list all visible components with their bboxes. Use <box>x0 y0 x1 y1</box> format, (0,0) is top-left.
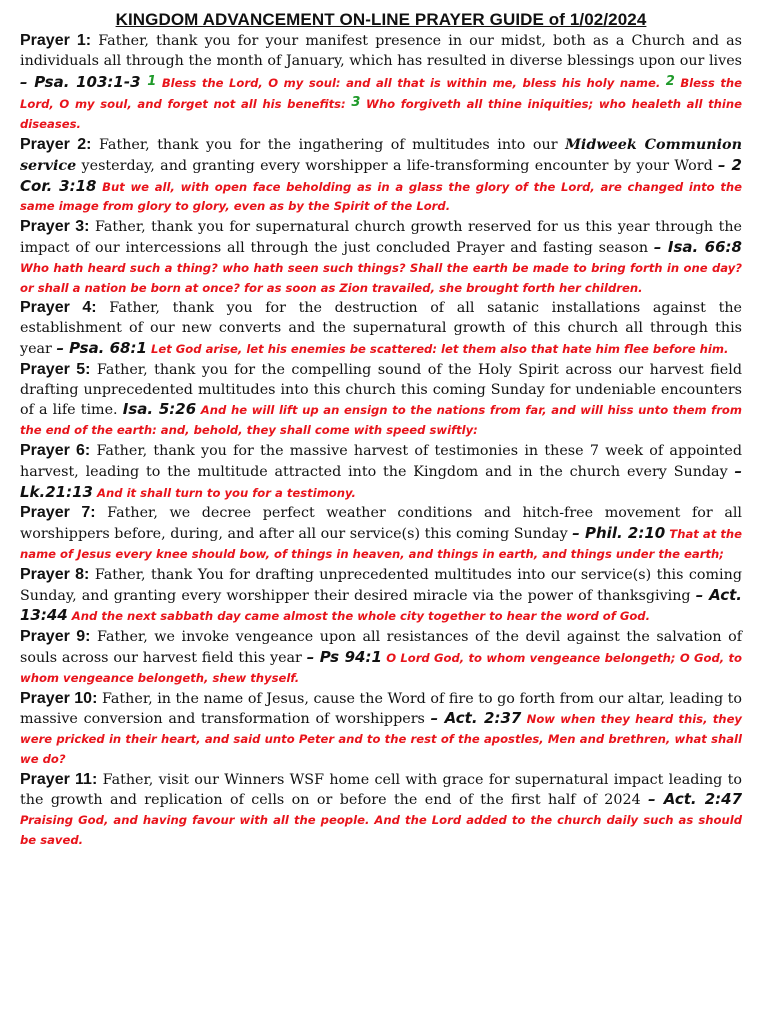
prayer-item-9 <box>20 627 742 688</box>
scripture-verse: But we all, with open face beholding as in a glass the glory of the Lord, are changed into the same image from glory to glory, even as by the Spirit of the Lord. <box>20 179 742 214</box>
prayer-label: Prayer 4: <box>20 299 97 317</box>
scripture-reference: – Phil. 2:10 <box>572 524 666 543</box>
verse-number: 3 <box>351 95 361 111</box>
scripture-verse: And the next sabbath day came almost the whole city together to hear the word of God. <box>67 609 651 624</box>
prayer-label: Prayer 6: <box>20 441 91 459</box>
prayer-item-11 <box>20 770 742 851</box>
prayer-label: Prayer 1: <box>20 32 92 49</box>
prayer-text: Father, thank you for supernatural church growth reserved for us this year through the impact of our intercessions all through the just concluded Prayer and fasting season <box>20 219 742 256</box>
prayer-label: Prayer 7: <box>20 504 96 522</box>
prayer-label: Prayer 2: <box>20 135 92 153</box>
prayer-label: Prayer 11: <box>20 770 98 788</box>
scripture-reference: – Psa. 103:1-3 <box>20 72 148 91</box>
verse-number: 2 <box>665 73 675 89</box>
scripture-verse: Bless the Lord, O my soul, and forget not all his benefits: <box>20 75 742 112</box>
emphasized-text: Midweek Communion service <box>20 136 742 174</box>
prayer-label: Prayer 3: <box>20 218 90 236</box>
prayer-text: Father, thank you for the ingathering of multitudes into our <box>91 136 566 153</box>
prayer-text: Father, thank you for the massive harvest of testimonies in these 7 week of appointed harvest, leading to the multitude attracted into the Kingdom and in the church every Sunday <box>20 442 742 480</box>
prayer-item-6 <box>20 441 742 503</box>
prayer-text: Father, thank you for the compelling sound of the Holy Spirit across our harvest field drafting unprecedented multitudes into this church this coming Sunday for undeniable encounters of a life time. <box>20 361 742 419</box>
prayer-item-2 <box>20 135 742 217</box>
prayer-item-1 <box>20 31 742 135</box>
prayer-item-4 <box>20 298 742 359</box>
prayer-text: Father, we decree perfect weather conditions and hitch-free movement for all worshippers before, during, and after all our service(s) this coming Sunday <box>20 505 742 543</box>
scripture-reference: – Psa. 68:1 <box>56 338 147 357</box>
prayer-item-8 <box>20 565 742 627</box>
scripture-verse: That at the name of Jesus every knee should bow, of things in heaven, and things in earth, and things under the earth; <box>20 527 742 561</box>
prayer-item-3 <box>20 217 742 298</box>
prayer-item-7 <box>20 503 742 564</box>
prayer-label: Prayer 8: <box>20 565 90 583</box>
prayer-text: Father, visit our Winners WSF home cell with grace for supernatural impact leading to the growth and replication of cells on or before the end of the first half of 2024 <box>20 771 742 809</box>
document-title: KINGDOM ADVANCEMENT ON-LINE PRAYER GUIDE of 1/02/2024 <box>115 10 647 29</box>
scripture-reference: – Isa. 66:8 <box>653 237 742 256</box>
scripture-reference: Isa. 5:26 <box>122 400 197 419</box>
scripture-reference: – Lk.21:13 <box>20 461 742 501</box>
scripture-verse: Praising God, and having favour with all the people. And the Lord added to the church daily such as should be saved. <box>20 813 742 848</box>
prayer-label: Prayer 9: <box>20 628 91 646</box>
scripture-verse: O Lord God, to whom vengeance belongeth; O God, to whom vengeance belongeth, shew thyself. <box>20 650 742 685</box>
scripture-verse: And it shall turn to you for a testimony. <box>92 485 356 500</box>
prayer-text: Father, in the name of Jesus, cause the Word of fire to go forth from our altar, leading to massive conversion and transformation of worshippers <box>20 690 743 728</box>
prayer-text: Father, we invoke vengeance upon all resistances of the devil against the salvation of souls across our harvest field this year <box>20 629 742 666</box>
scripture-verse: Who forgiveth all thine iniquities; who healeth all thine diseases. <box>20 97 742 132</box>
verse-number: 1 <box>147 73 157 89</box>
scripture-reference: – 2 Cor. 3:18 <box>20 155 742 195</box>
prayer-label: Prayer 10: <box>20 689 98 707</box>
prayer-item-10 <box>20 689 742 770</box>
prayer-text: yesterday, and granting every worshipper a life-transforming encounter by your Word <box>76 157 719 174</box>
prayer-text: Father, thank You for drafting unprecedented multitudes into our service(s) this coming Sunday, and granting every worshipper their desired miracle via the power of thanksgiving <box>20 566 742 604</box>
scripture-verse: Now when they heard this, they were pricked in their heart, and said unto Peter and to the rest of the apostles, Men and brethren, what shall we do? <box>20 712 742 766</box>
scripture-reference: – Act. 13:44 <box>20 585 742 625</box>
prayer-text: Father, thank you for the destruction of all satanic installations against the establishment of our new converts and the supernatural growth of this church all through this year <box>20 300 742 357</box>
scripture-verse: Let God arise, let his enemies be scattered: let them also that hate him flee before him. <box>146 341 729 356</box>
scripture-verse: And he will lift up an ensign to the nations from far, and will hiss unto them from the end of the earth: and, behold, they shall come with speed swiftly: <box>20 403 742 438</box>
scripture-reference: – Act. 2:37 <box>430 709 522 728</box>
scripture-reference: – Act. 2:47 <box>648 790 743 809</box>
prayer-text: Father, thank you for your manifest presence in our midst, both as a Church and as individuals all through the month of January, which has resulted in diverse blessings upon our lives <box>20 33 742 69</box>
prayer-label: Prayer 5: <box>20 360 91 378</box>
scripture-verse: Bless the Lord, O my soul: and all that is within me, bless his holy name. <box>156 75 666 90</box>
scripture-verse: Who hath heard such a thing? who hath seen such things? Shall the earth be made to bring forth in one day? or shall a nation be born at once? for as soon as Zion travailed, she brought forth her children. <box>20 260 742 295</box>
scripture-reference: – Ps 94:1 <box>306 647 382 666</box>
prayer-item-5 <box>20 360 742 441</box>
